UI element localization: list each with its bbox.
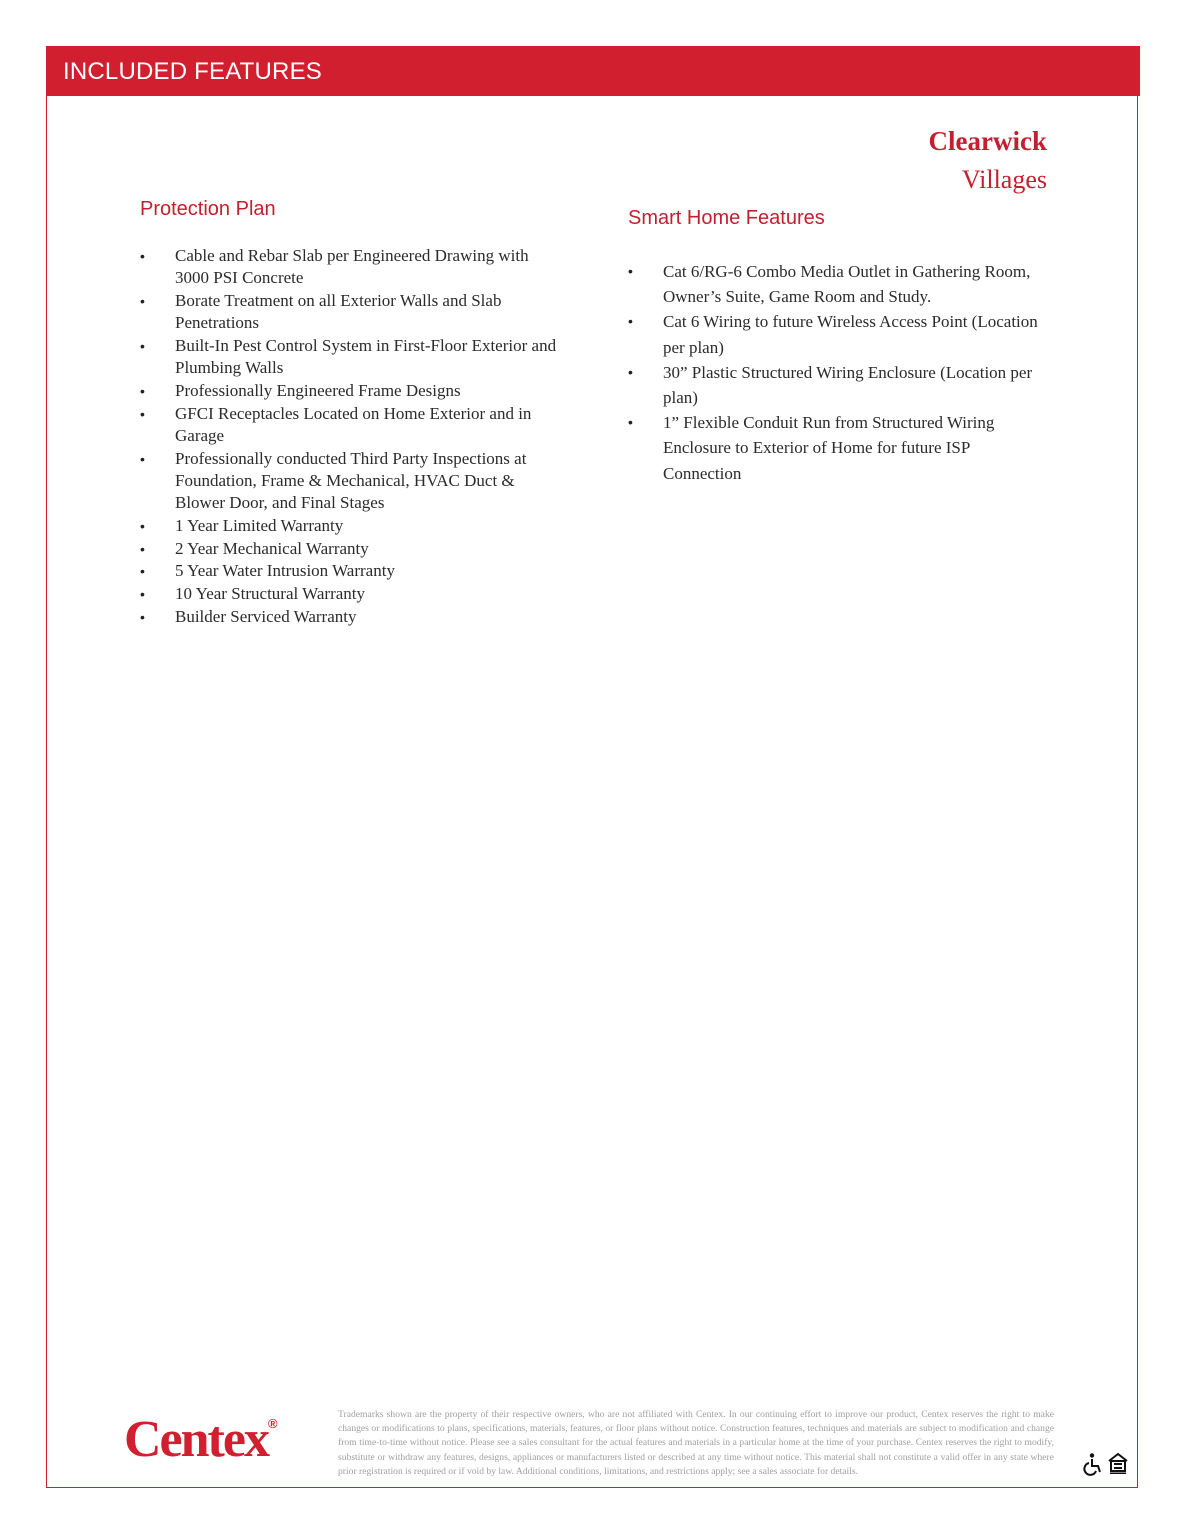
list-item: • 1” Flexible Conduit Run from Structured Wiring Enclosure to Exterior of Home for future ISP Connection (628, 410, 1048, 486)
community-name-line2: Villages (961, 165, 1047, 194)
equal-housing-icon (1109, 1454, 1127, 1474)
protection-plan-heading: Protection Plan (140, 198, 276, 220)
disclaimer-text: Trademarks shown are the property of their respective owners, who are not affiliated with Centex. In our continuing effort to improve our product, Centex reserves the right to make changes or modifications to plans, specifications, materials, features, or floor plans without notice. Construction features, techniques and materials are subject to modification and change from time-to-time without notice. Please see a sales consultant for the actual features and materials in a particular home at the time of your purchase. Centex reserves the right to modify, substitute or withdraw any features, designs, appliances or manufacturers listed or described at any time without notice. This material shall not constitute a valid offer in any state where prior registration is required or if void by law. Additional conditions, limitations, and restrictions apply; see a sales associate for details. (338, 1409, 1054, 1477)
community-name-line1: Clearwick (928, 126, 1047, 156)
list-item: • Cat 6/RG-6 Combo Media Outlet in Gathering Room, Owner’s Suite, Game Room and Study. (628, 259, 1048, 309)
list-item: • 30” Plastic Structured Wiring Enclosure (Location per plan) (628, 360, 1048, 410)
smart-home-heading: Smart Home Features (628, 207, 825, 229)
header-bar (46, 46, 1140, 96)
registered-mark: ® (267, 1416, 278, 1431)
list-item: • Builder Serviced Warranty (140, 606, 560, 628)
accessibility-icon (1084, 1453, 1100, 1475)
list-item: • 5 Year Water Intrusion Warranty (140, 560, 560, 582)
list-item: • Cable and Rebar Slab per Engineered Drawing with 3000 PSI Concrete (140, 245, 560, 290)
smart-home-list (628, 259, 1048, 486)
list-item: • Cat 6 Wiring to future Wireless Access Point (Location per plan) (628, 309, 1048, 359)
list-item: • GFCI Receptacles Located on Home Exterior and in Garage (140, 403, 560, 448)
list-item: • Professionally Engineered Frame Designs (140, 380, 560, 402)
list-item: • Professionally conducted Third Party Inspections at Foundation, Frame & Mechanical, HVAC Duct & Blower Door, and Final Stages (140, 448, 560, 515)
footer-icons (1082, 1452, 1132, 1476)
logo-text: Centex (124, 1411, 268, 1468)
list-item: • 2 Year Mechanical Warranty (140, 538, 560, 560)
protection-plan-list (140, 245, 560, 628)
list-item: • 10 Year Structural Warranty (140, 583, 560, 605)
centex-logo (124, 1410, 278, 1469)
community-name (929, 124, 1047, 202)
list-item: • Borate Treatment on all Exterior Walls and Slab Penetrations (140, 290, 560, 335)
list-item: • Built-In Pest Control System in First-Floor Exterior and Plumbing Walls (140, 335, 560, 380)
page-title: INCLUDED FEATURES (63, 58, 322, 85)
list-item: • 1 Year Limited Warranty (140, 515, 560, 537)
